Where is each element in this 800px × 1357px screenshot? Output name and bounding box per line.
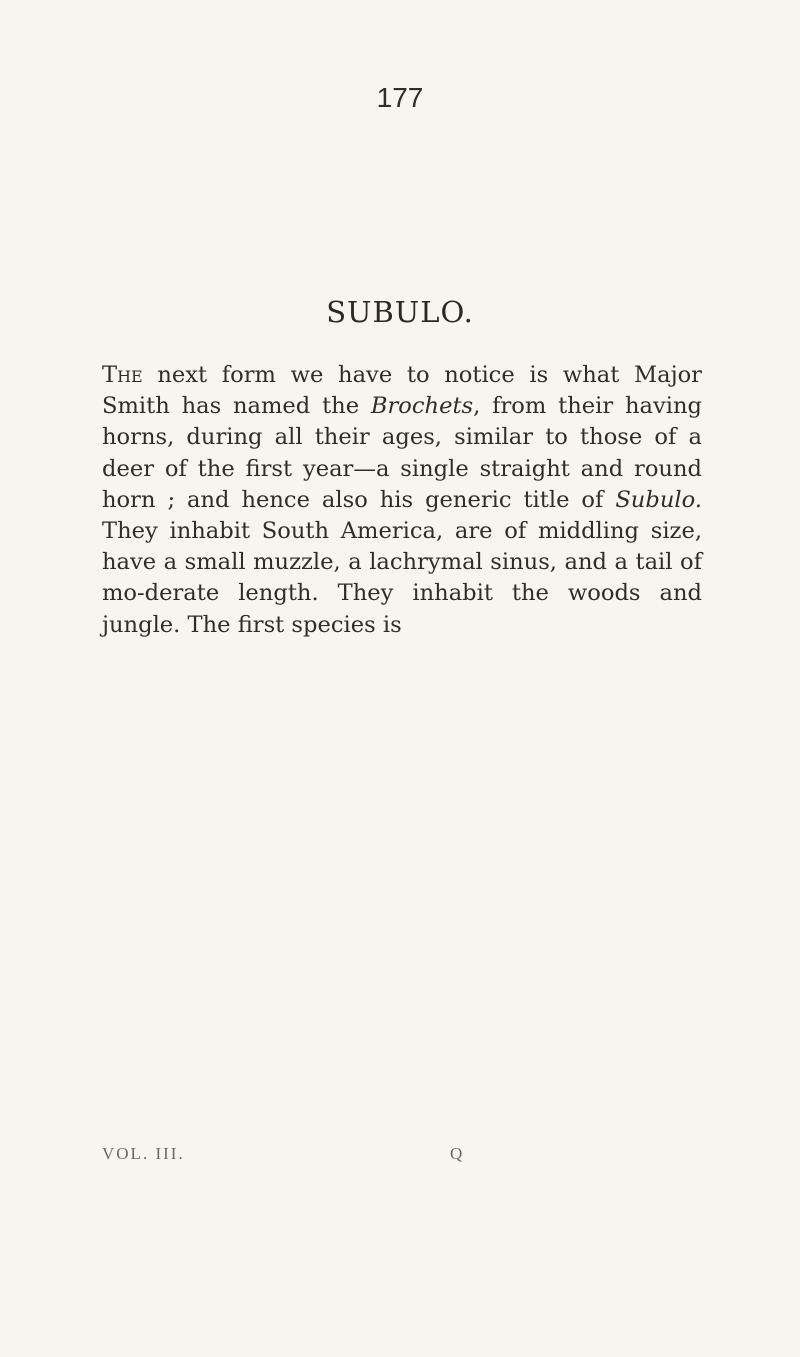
paragraph-lead: The — [102, 362, 143, 388]
body-text — [102, 360, 702, 641]
italic-term-subulo: Subulo. — [615, 486, 702, 513]
paragraph-text-2: , from their having horns, during all their ages, similar to those of a deer of the first year—a single straight and round horn ; and hence also his generic title of — [102, 393, 702, 513]
paragraph-text-1: next form we have to notice is what Major Smith has named the — [102, 362, 702, 420]
paragraph-text-3: They inhabit South America, are of middling size, have a small muzzle, a lachrymal sinus, and a tail of mo-derate length. They inhabit the woods and jungle. The first species is — [102, 518, 702, 638]
page-number: 177 — [376, 82, 424, 113]
paragraph — [102, 360, 702, 641]
section-title: SUBULO. — [326, 295, 474, 329]
signature-mark: Q — [450, 1144, 463, 1163]
volume-label: VOL. III. — [102, 1144, 185, 1163]
italic-term-brochets: Brochets — [370, 393, 474, 420]
